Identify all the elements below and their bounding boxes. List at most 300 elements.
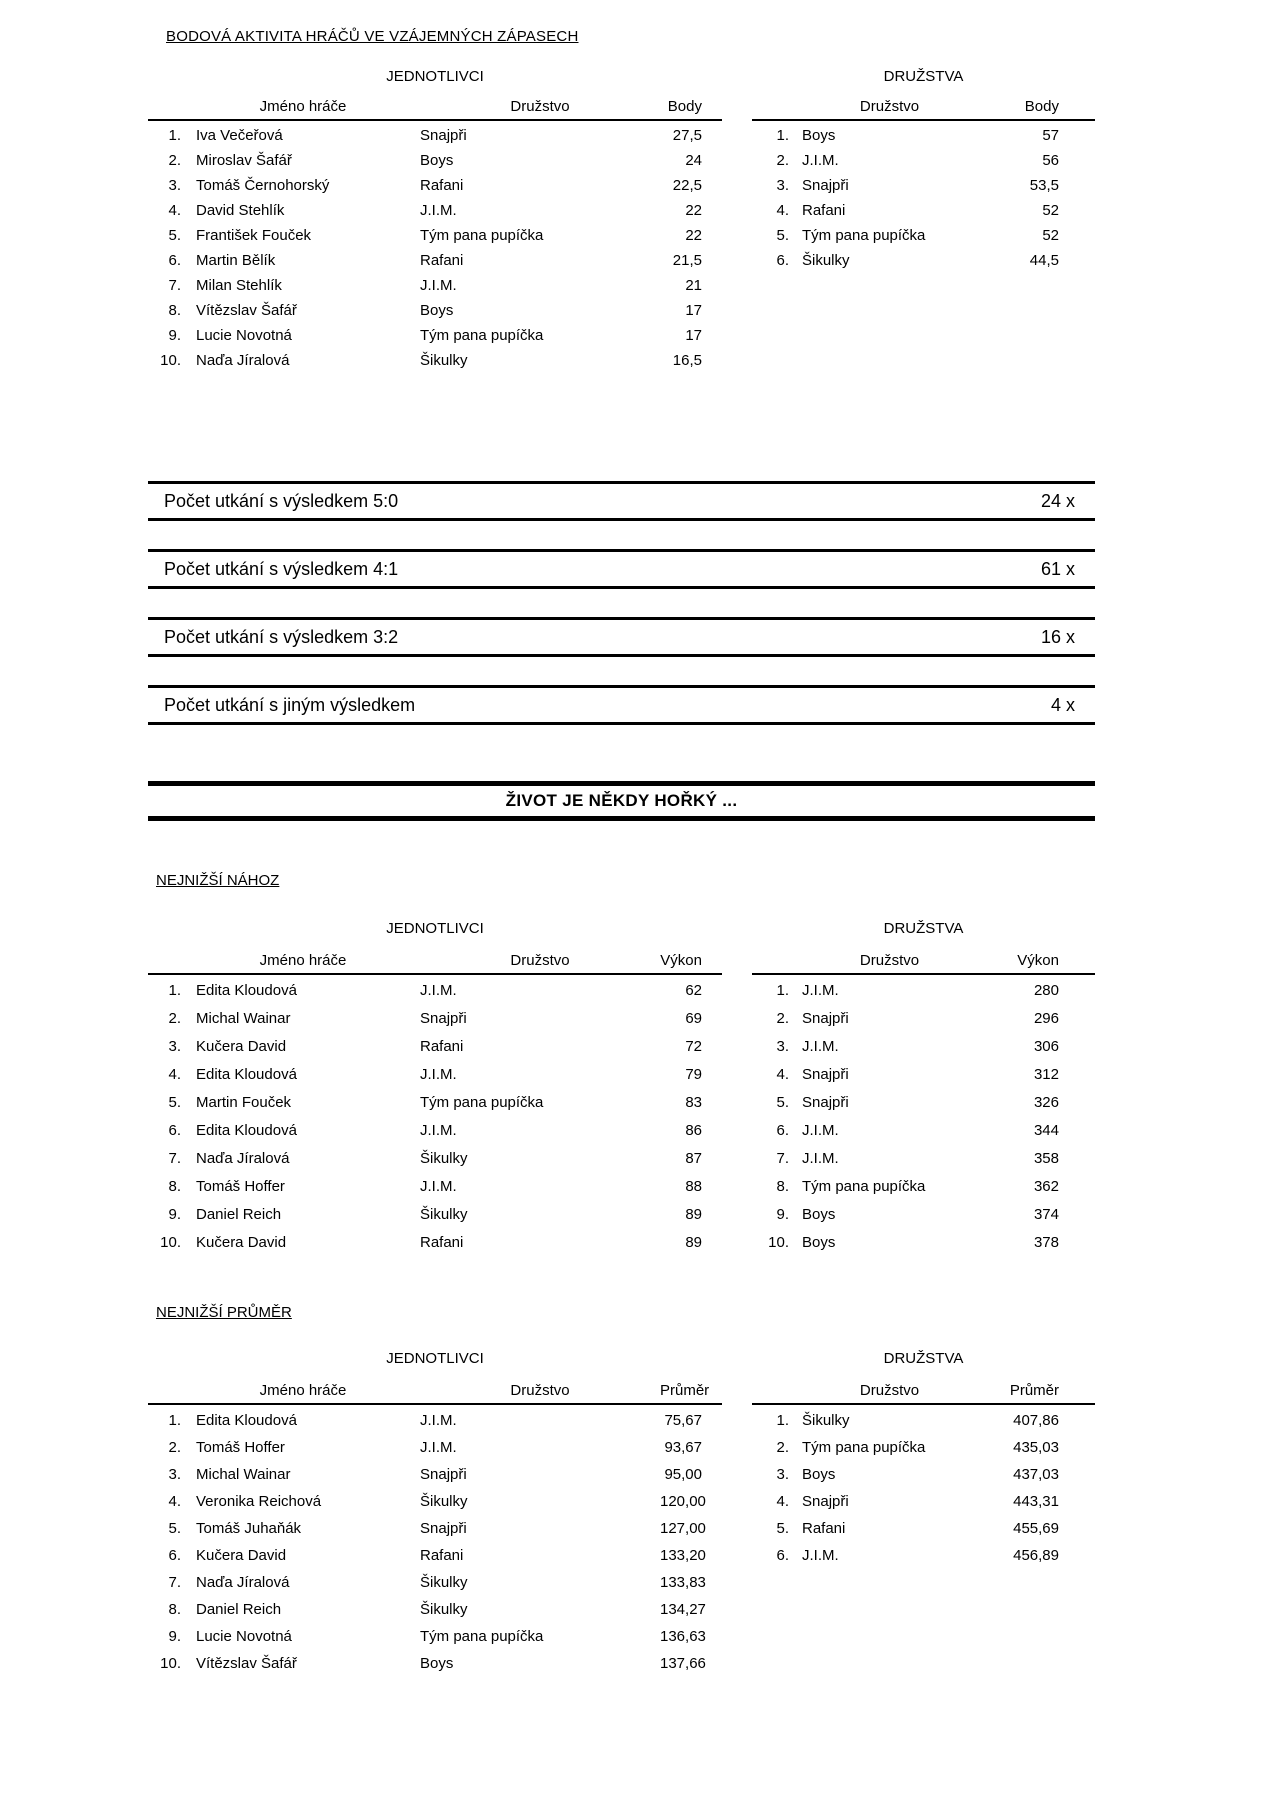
page-title: BODOVÁ AKTIVITA HRÁČŮ VE VZÁJEMNÝCH ZÁPASECH bbox=[166, 28, 579, 45]
row-player-name: Lucie Novotná bbox=[196, 1628, 292, 1645]
lowest-average-individuals-table bbox=[148, 1381, 722, 1677]
row-player-name: Naďa Jíralová bbox=[196, 1150, 290, 1167]
row-value: 437,03 bbox=[1013, 1466, 1059, 1483]
row-rank: 2. bbox=[168, 1439, 181, 1456]
row-team-name: Snajpři bbox=[802, 1094, 849, 1111]
table-row bbox=[752, 1407, 1095, 1434]
points-section-headings bbox=[148, 67, 1095, 87]
row-rank: 7. bbox=[168, 277, 181, 294]
row-value: 280 bbox=[1033, 982, 1059, 999]
row-team-name: Rafani bbox=[802, 1520, 846, 1537]
row-value: 69 bbox=[685, 1010, 702, 1027]
row-player-name: Kučera David bbox=[196, 1547, 287, 1564]
row-team-name: J.I.M. bbox=[802, 1122, 839, 1139]
rank-column-spacer bbox=[148, 97, 186, 117]
points-tables bbox=[148, 97, 1095, 373]
row-rank: 7. bbox=[168, 1150, 181, 1167]
table-row bbox=[148, 1033, 722, 1061]
row-rank: 4. bbox=[168, 202, 181, 219]
row-value: 133,20 bbox=[660, 1547, 706, 1564]
row-team-name: Snajpři bbox=[802, 1066, 849, 1083]
row-team-name: Snajpři bbox=[420, 1010, 467, 1027]
row-value: 22 bbox=[685, 202, 702, 219]
row-team-name: Tým pana pupíčka bbox=[802, 227, 926, 244]
result-count-box bbox=[148, 549, 1095, 589]
row-team-name: J.I.M. bbox=[420, 277, 457, 294]
row-rank: 1. bbox=[776, 982, 789, 999]
rank-column-spacer bbox=[752, 97, 794, 117]
row-value: 296 bbox=[1033, 1010, 1059, 1027]
result-boxes bbox=[148, 481, 1095, 725]
row-rank: 3. bbox=[776, 1466, 789, 1483]
row-rank: 4. bbox=[168, 1493, 181, 1510]
row-rank: 6. bbox=[776, 252, 789, 269]
row-rank: 4. bbox=[168, 1066, 181, 1083]
row-player-name: František Fouček bbox=[196, 227, 312, 244]
row-team-name: Šikulky bbox=[420, 352, 468, 369]
row-rank: 2. bbox=[776, 1010, 789, 1027]
table-row bbox=[752, 1061, 1095, 1089]
row-team-name: Rafani bbox=[420, 177, 464, 194]
banner-text: ŽIVOT JE NĚKDY HOŘKÝ ... bbox=[505, 791, 738, 810]
row-value: 312 bbox=[1033, 1066, 1059, 1083]
table-row bbox=[752, 173, 1095, 198]
column-header-name: Jméno hráče bbox=[259, 952, 347, 969]
table-row bbox=[752, 1201, 1095, 1229]
row-player-name: Daniel Reich bbox=[196, 1601, 282, 1618]
row-rank: 10. bbox=[160, 1234, 181, 1251]
row-value: 306 bbox=[1033, 1038, 1059, 1055]
row-value: 24 bbox=[685, 152, 702, 169]
row-value: 16,5 bbox=[672, 352, 702, 369]
row-rank: 10. bbox=[160, 352, 181, 369]
row-rank: 10. bbox=[160, 1655, 181, 1672]
result-box-value: 16 x bbox=[1040, 626, 1075, 647]
row-player-name: Daniel Reich bbox=[196, 1206, 282, 1223]
table-row bbox=[752, 248, 1095, 273]
lowest-throw-individuals-table bbox=[148, 951, 722, 1257]
row-rank: 3. bbox=[168, 177, 181, 194]
row-team-name: Rafani bbox=[420, 1234, 464, 1251]
result-box-label: Počet utkání s výsledkem 5:0 bbox=[164, 490, 399, 511]
table-row bbox=[752, 977, 1095, 1005]
row-rank: 4. bbox=[776, 202, 789, 219]
row-rank: 3. bbox=[776, 1038, 789, 1055]
row-team-name: Šikulky bbox=[802, 252, 850, 269]
row-team-name: Šikulky bbox=[420, 1493, 468, 1510]
row-player-name: Edita Kloudová bbox=[196, 1066, 297, 1083]
table-row bbox=[752, 1461, 1095, 1488]
row-rank: 8. bbox=[168, 1178, 181, 1195]
table-row bbox=[752, 1145, 1095, 1173]
row-value: 89 bbox=[685, 1206, 702, 1223]
column-header-value: Výkon bbox=[1017, 952, 1059, 969]
row-value: 62 bbox=[685, 982, 702, 999]
row-rank: 2. bbox=[168, 152, 181, 169]
row-team-name: Tým pana pupíčka bbox=[420, 227, 544, 244]
row-player-name: Miroslav Šafář bbox=[196, 152, 292, 169]
table-row bbox=[752, 1434, 1095, 1461]
row-rank: 8. bbox=[168, 1601, 181, 1618]
row-rank: 4. bbox=[776, 1493, 789, 1510]
row-team-name: J.I.M. bbox=[802, 152, 839, 169]
table-row bbox=[752, 1515, 1095, 1542]
column-header-team: Družstvo bbox=[859, 1382, 920, 1399]
row-player-name: Vítězslav Šafář bbox=[196, 302, 297, 319]
result-count-box bbox=[148, 617, 1095, 657]
row-rank: 10. bbox=[768, 1234, 789, 1251]
row-rank: 4. bbox=[776, 1066, 789, 1083]
row-rank: 6. bbox=[168, 1122, 181, 1139]
table-row bbox=[752, 148, 1095, 173]
table-row bbox=[752, 1033, 1095, 1061]
column-header-team: Družstvo bbox=[510, 1382, 570, 1399]
table-row bbox=[148, 1650, 722, 1677]
individuals-heading: JEDNOTLIVCI bbox=[386, 68, 484, 85]
rank-column-spacer bbox=[752, 1381, 794, 1401]
row-team-name: J.I.M. bbox=[802, 1038, 839, 1055]
table-row bbox=[148, 1542, 722, 1569]
table-row bbox=[148, 1061, 722, 1089]
table-header-row bbox=[148, 1381, 722, 1405]
row-team-name: J.I.M. bbox=[420, 1122, 457, 1139]
row-value: 326 bbox=[1033, 1094, 1059, 1111]
row-team-name: Boys bbox=[420, 152, 454, 169]
lowest-average-individuals-rows bbox=[148, 1405, 722, 1677]
row-team-name: J.I.M. bbox=[420, 982, 457, 999]
row-value: 86 bbox=[685, 1122, 702, 1139]
row-team-name: Rafani bbox=[802, 202, 846, 219]
column-header-value: Body bbox=[1024, 98, 1059, 115]
row-rank: 3. bbox=[168, 1466, 181, 1483]
result-box-label: Počet utkání s výsledkem 3:2 bbox=[164, 626, 399, 647]
table-header-row bbox=[752, 1381, 1095, 1405]
table-row bbox=[148, 1569, 722, 1596]
row-team-name: J.I.M. bbox=[802, 1150, 839, 1167]
row-rank: 7. bbox=[168, 1574, 181, 1591]
row-rank: 1. bbox=[776, 127, 789, 144]
table-row bbox=[148, 323, 722, 348]
row-team-name: J.I.M. bbox=[420, 1439, 457, 1456]
row-team-name: Tým pana pupíčka bbox=[802, 1178, 926, 1195]
row-value: 88 bbox=[685, 1178, 702, 1195]
rank-column-spacer bbox=[148, 1381, 186, 1401]
row-value: 52 bbox=[1042, 202, 1059, 219]
points-individuals-rows bbox=[148, 121, 722, 373]
row-team-name: Boys bbox=[420, 1655, 454, 1672]
individuals-heading: JEDNOTLIVCI bbox=[386, 920, 484, 937]
table-row bbox=[752, 1488, 1095, 1515]
lowest-throw-tables bbox=[148, 951, 1095, 1257]
row-team-name: Snajpři bbox=[802, 1493, 849, 1510]
row-rank: 7. bbox=[776, 1150, 789, 1167]
lowest-throw-section-headings bbox=[148, 919, 1095, 939]
table-row bbox=[148, 1173, 722, 1201]
row-rank: 5. bbox=[776, 227, 789, 244]
teams-heading: DRUŽSTVA bbox=[883, 920, 964, 937]
table-row bbox=[148, 173, 722, 198]
row-value: 134,27 bbox=[660, 1601, 706, 1618]
lowest-average-teams-table bbox=[752, 1381, 1095, 1569]
row-rank: 9. bbox=[168, 327, 181, 344]
table-row bbox=[752, 198, 1095, 223]
row-value: 133,83 bbox=[660, 1574, 706, 1591]
result-count-box bbox=[148, 481, 1095, 521]
row-team-name: Šikulky bbox=[420, 1206, 468, 1223]
table-row bbox=[148, 1434, 722, 1461]
row-player-name: Tomáš Juhaňák bbox=[196, 1520, 302, 1537]
row-value: 435,03 bbox=[1013, 1439, 1059, 1456]
row-team-name: J.I.M. bbox=[802, 982, 839, 999]
row-value: 407,86 bbox=[1013, 1412, 1059, 1429]
result-box-value: 4 x bbox=[1050, 694, 1075, 715]
row-team-name: Rafani bbox=[420, 1547, 464, 1564]
row-value: 17 bbox=[685, 327, 702, 344]
row-player-name: Veronika Reichová bbox=[196, 1493, 322, 1510]
row-rank: 9. bbox=[168, 1206, 181, 1223]
row-player-name: Kučera David bbox=[196, 1234, 287, 1251]
row-rank: 3. bbox=[776, 177, 789, 194]
row-rank: 2. bbox=[776, 152, 789, 169]
table-row bbox=[148, 1229, 722, 1257]
row-player-name: Michal Wainar bbox=[196, 1466, 291, 1483]
result-box-value: 24 x bbox=[1040, 490, 1075, 511]
row-rank: 5. bbox=[168, 1094, 181, 1111]
table-row bbox=[752, 1173, 1095, 1201]
table-row bbox=[148, 1145, 722, 1173]
section-banner bbox=[148, 781, 1095, 821]
row-team-name: Snajpři bbox=[802, 1010, 849, 1027]
row-player-name: Milan Stehlík bbox=[196, 277, 282, 294]
row-team-name: Boys bbox=[802, 1466, 836, 1483]
table-row bbox=[148, 198, 722, 223]
row-team-name: Snajpři bbox=[420, 1520, 467, 1537]
row-team-name: Šikulky bbox=[420, 1150, 468, 1167]
row-team-name: Šikulky bbox=[420, 1574, 468, 1591]
table-row bbox=[148, 1089, 722, 1117]
table-row bbox=[148, 298, 722, 323]
row-value: 79 bbox=[685, 1066, 702, 1083]
table-row bbox=[148, 1596, 722, 1623]
row-player-name: Vítězslav Šafář bbox=[196, 1655, 297, 1672]
row-team-name: Tým pana pupíčka bbox=[420, 327, 544, 344]
rank-column-spacer bbox=[148, 951, 186, 971]
lowest-average-section-headings bbox=[148, 1349, 1095, 1369]
row-player-name: Martin Fouček bbox=[196, 1094, 292, 1111]
column-header-name: Jméno hráče bbox=[259, 1382, 347, 1399]
document-page bbox=[148, 27, 1095, 1677]
points-individuals-table bbox=[148, 97, 722, 373]
row-value: 89 bbox=[685, 1234, 702, 1251]
row-player-name: Naďa Jíralová bbox=[196, 1574, 290, 1591]
row-value: 44,5 bbox=[1029, 252, 1059, 269]
row-team-name: Tým pana pupíčka bbox=[420, 1628, 544, 1645]
row-player-name: Kučera David bbox=[196, 1038, 287, 1055]
table-row bbox=[148, 1461, 722, 1488]
row-value: 57 bbox=[1042, 127, 1059, 144]
row-rank: 6. bbox=[168, 1547, 181, 1564]
row-value: 75,67 bbox=[664, 1412, 702, 1429]
row-player-name: Tomáš Černohorský bbox=[196, 177, 330, 194]
table-header-row bbox=[148, 951, 722, 975]
row-rank: 1. bbox=[776, 1412, 789, 1429]
row-rank: 6. bbox=[776, 1122, 789, 1139]
row-rank: 8. bbox=[776, 1178, 789, 1195]
column-header-value: Průměr bbox=[1009, 1382, 1059, 1399]
row-player-name: Edita Kloudová bbox=[196, 1122, 297, 1139]
row-value: 22 bbox=[685, 227, 702, 244]
row-player-name: Tomáš Hoffer bbox=[196, 1439, 285, 1456]
row-value: 56 bbox=[1042, 152, 1059, 169]
table-row bbox=[148, 123, 722, 148]
rank-column-spacer bbox=[752, 951, 794, 971]
row-value: 22,5 bbox=[672, 177, 702, 194]
table-row bbox=[752, 223, 1095, 248]
column-header-team: Družstvo bbox=[859, 98, 920, 115]
row-rank: 6. bbox=[168, 252, 181, 269]
row-player-name: Naďa Jíralová bbox=[196, 352, 290, 369]
table-row bbox=[148, 223, 722, 248]
row-team-name: Boys bbox=[802, 1206, 836, 1223]
table-row bbox=[148, 1515, 722, 1542]
row-player-name: Edita Kloudová bbox=[196, 1412, 297, 1429]
table-row bbox=[752, 1117, 1095, 1145]
points-teams-table bbox=[752, 97, 1095, 273]
column-header-team: Družstvo bbox=[510, 952, 570, 969]
lowest-throw-individuals-rows bbox=[148, 975, 722, 1257]
column-header-value: Body bbox=[667, 98, 702, 115]
table-row bbox=[148, 148, 722, 173]
row-player-name: Iva Večeřová bbox=[196, 127, 283, 144]
result-box-label: Počet utkání s jiným výsledkem bbox=[164, 694, 416, 715]
row-value: 21,5 bbox=[672, 252, 702, 269]
column-header-name: Jméno hráče bbox=[259, 98, 347, 115]
row-team-name: Snajpři bbox=[802, 177, 849, 194]
row-team-name: J.I.M. bbox=[420, 1066, 457, 1083]
teams-heading: DRUŽSTVA bbox=[883, 1350, 964, 1367]
row-player-name: Martin Bělík bbox=[196, 252, 276, 269]
table-row bbox=[148, 1407, 722, 1434]
row-rank: 1. bbox=[168, 982, 181, 999]
row-team-name: J.I.M. bbox=[802, 1547, 839, 1564]
row-rank: 8. bbox=[168, 302, 181, 319]
row-value: 17 bbox=[685, 302, 702, 319]
row-rank: 2. bbox=[168, 1010, 181, 1027]
row-value: 443,31 bbox=[1013, 1493, 1059, 1510]
table-row bbox=[148, 1201, 722, 1229]
table-row bbox=[148, 348, 722, 373]
row-team-name: Rafani bbox=[420, 252, 464, 269]
lowest-throw-heading: NEJNIŽŠÍ NÁHOZ bbox=[156, 872, 280, 889]
lowest-throw-teams-table bbox=[752, 951, 1095, 1257]
row-rank: 5. bbox=[168, 1520, 181, 1537]
individuals-heading: JEDNOTLIVCI bbox=[386, 1350, 484, 1367]
lowest-average-tables bbox=[148, 1381, 1095, 1677]
lowest-average-teams-rows bbox=[752, 1405, 1095, 1569]
row-team-name: Šikulky bbox=[420, 1601, 468, 1618]
row-rank: 9. bbox=[776, 1206, 789, 1223]
row-value: 87 bbox=[685, 1150, 702, 1167]
row-rank: 3. bbox=[168, 1038, 181, 1055]
row-team-name: Boys bbox=[802, 1234, 836, 1251]
table-header-row bbox=[752, 97, 1095, 121]
table-header-row bbox=[148, 97, 722, 121]
row-rank: 6. bbox=[776, 1547, 789, 1564]
row-value: 83 bbox=[685, 1094, 702, 1111]
row-value: 27,5 bbox=[672, 127, 702, 144]
row-team-name: J.I.M. bbox=[420, 1178, 457, 1195]
row-player-name: Tomáš Hoffer bbox=[196, 1178, 285, 1195]
table-row bbox=[752, 1229, 1095, 1257]
row-value: 21 bbox=[685, 277, 702, 294]
result-box-value: 61 x bbox=[1040, 558, 1075, 579]
row-team-name: J.I.M. bbox=[420, 202, 457, 219]
row-value: 127,00 bbox=[660, 1520, 706, 1537]
table-row bbox=[148, 1488, 722, 1515]
row-rank: 2. bbox=[776, 1439, 789, 1456]
row-team-name: Tým pana pupíčka bbox=[802, 1439, 926, 1456]
row-player-name: David Stehlík bbox=[196, 202, 285, 219]
row-team-name: Snajpři bbox=[420, 1466, 467, 1483]
table-row bbox=[148, 248, 722, 273]
column-header-value: Výkon bbox=[660, 952, 702, 969]
row-team-name: J.I.M. bbox=[420, 1412, 457, 1429]
row-rank: 1. bbox=[168, 1412, 181, 1429]
table-row bbox=[148, 1117, 722, 1145]
teams-heading: DRUŽSTVA bbox=[883, 68, 964, 85]
row-rank: 5. bbox=[168, 227, 181, 244]
row-player-name: Edita Kloudová bbox=[196, 982, 297, 999]
row-value: 137,66 bbox=[660, 1655, 706, 1672]
row-team-name: Rafani bbox=[420, 1038, 464, 1055]
row-value: 378 bbox=[1033, 1234, 1059, 1251]
row-player-name: Michal Wainar bbox=[196, 1010, 291, 1027]
result-count-box bbox=[148, 685, 1095, 725]
column-header-team: Družstvo bbox=[859, 952, 920, 969]
table-row bbox=[752, 123, 1095, 148]
row-value: 120,00 bbox=[660, 1493, 706, 1510]
table-row bbox=[148, 1623, 722, 1650]
table-row bbox=[752, 1005, 1095, 1033]
row-value: 72 bbox=[685, 1038, 702, 1055]
row-player-name: Lucie Novotná bbox=[196, 327, 292, 344]
row-team-name: Tým pana pupíčka bbox=[420, 1094, 544, 1111]
row-value: 362 bbox=[1033, 1178, 1059, 1195]
row-value: 95,00 bbox=[664, 1466, 702, 1483]
column-header-value: Průměr bbox=[660, 1382, 710, 1399]
result-box-label: Počet utkání s výsledkem 4:1 bbox=[164, 558, 399, 579]
row-value: 53,5 bbox=[1029, 177, 1059, 194]
row-rank: 5. bbox=[776, 1094, 789, 1111]
table-row bbox=[148, 1005, 722, 1033]
row-value: 455,69 bbox=[1013, 1520, 1059, 1537]
row-rank: 9. bbox=[168, 1628, 181, 1645]
table-row bbox=[148, 977, 722, 1005]
table-row bbox=[148, 273, 722, 298]
row-rank: 5. bbox=[776, 1520, 789, 1537]
row-team-name: Boys bbox=[802, 127, 836, 144]
table-row bbox=[752, 1542, 1095, 1569]
row-value: 456,89 bbox=[1013, 1547, 1059, 1564]
row-team-name: Snajpři bbox=[420, 127, 467, 144]
row-value: 344 bbox=[1033, 1122, 1059, 1139]
lowest-throw-teams-rows bbox=[752, 975, 1095, 1257]
row-value: 52 bbox=[1042, 227, 1059, 244]
row-value: 374 bbox=[1033, 1206, 1059, 1223]
row-value: 136,63 bbox=[660, 1628, 706, 1645]
table-header-row bbox=[752, 951, 1095, 975]
row-value: 358 bbox=[1033, 1150, 1059, 1167]
